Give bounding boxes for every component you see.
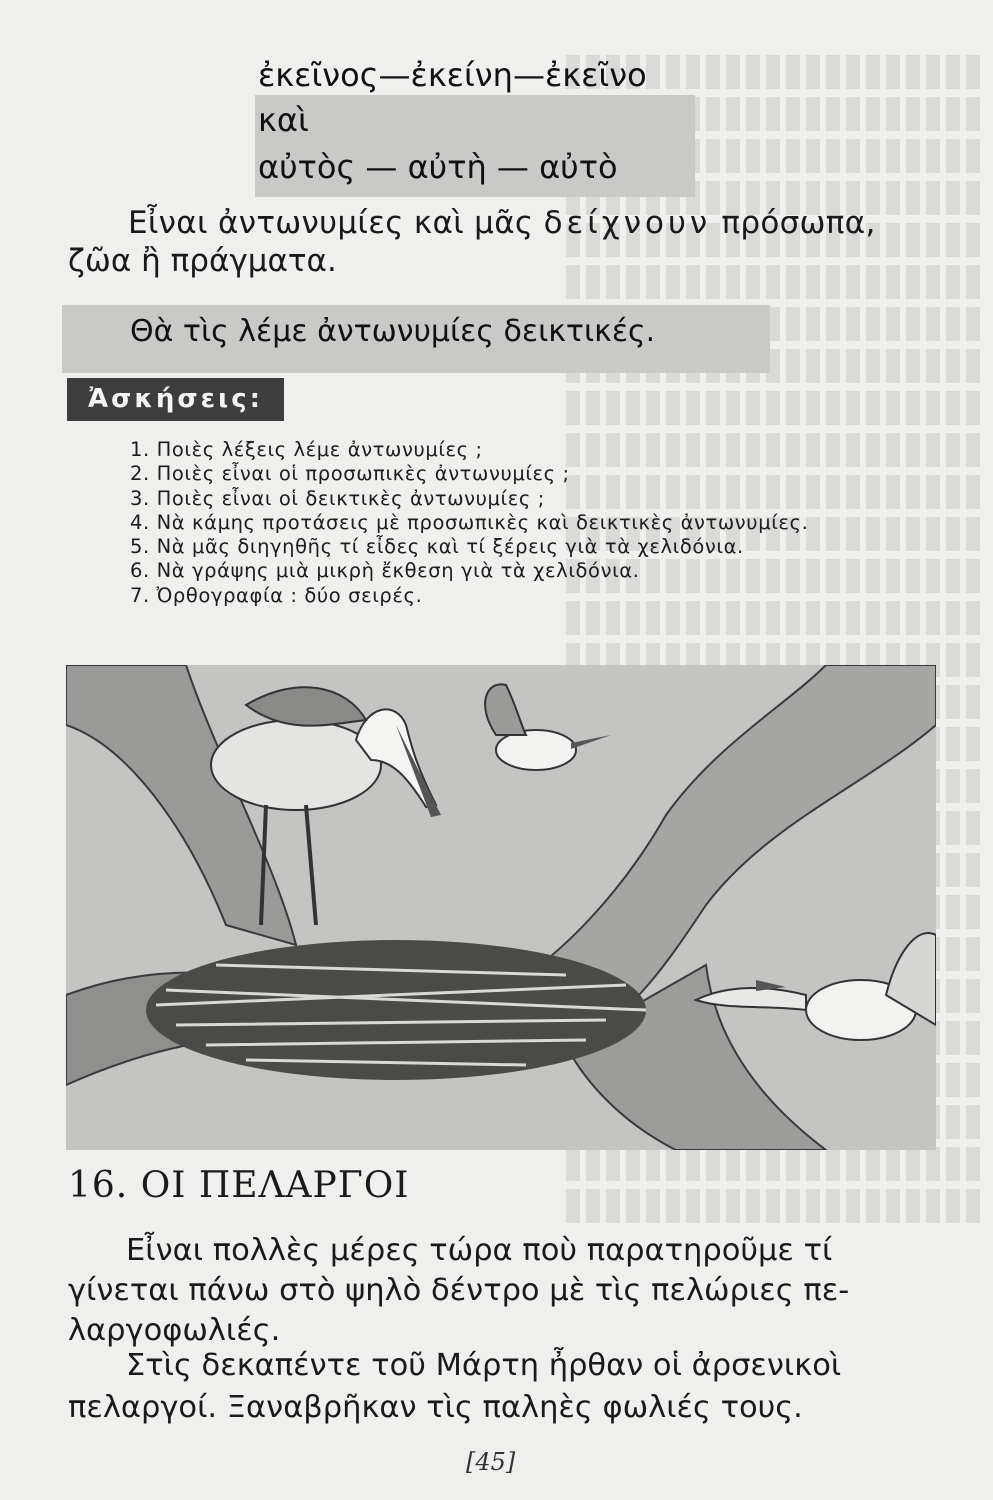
exercises-title: Ἀσκήσεις: — [67, 378, 284, 421]
pronoun-line-autos: αὐτὸς — αὐτὴ — αὐτὸ — [258, 148, 618, 186]
storks-nest-illustration — [66, 665, 936, 1150]
body-line: Στὶς δεκαπέντε τοῦ Μάρτη ἦρθαν οἱ ἀρσενικοὶ — [126, 1348, 842, 1383]
explanation-end: πρόσωπα, — [711, 205, 876, 241]
explanation-line-1 — [128, 205, 876, 241]
body-line: πελαργοί. Ξαναβρῆκαν τὶς παληὲς φωλιές τους. — [68, 1390, 803, 1425]
exercise-item: 6. Νὰ γράψης μιὰ μικρὴ ἔκθεση γιὰ τὰ χελιδόνια. — [130, 559, 640, 583]
exercise-item: 1. Ποιὲς λέξεις λέμε ἀντωνυμίες ; — [130, 438, 483, 461]
explanation-start: Εἶναι ἀντωνυμίες καὶ μᾶς — [128, 205, 544, 241]
pronoun-line-kai: καὶ — [258, 101, 309, 139]
standing-stork-body — [211, 720, 381, 810]
demonstrative-rule: Θὰ τὶς λέμε ἀντωνυμίες δεικτικές. — [130, 314, 656, 349]
body-line: γίνεται πάνω στὸ ψηλὸ δέντρο μὲ τὶς πελώριες πε- — [68, 1273, 850, 1308]
pronoun-line-ekeinos: ἐκεῖνος—ἐκείνη—ἐκεῖνο — [258, 56, 647, 94]
explanation-line-2: ζῶα ἢ πράγματα. — [68, 243, 337, 279]
body-line: λαργοφωλιές. — [68, 1313, 281, 1348]
page-number: [45] — [466, 1448, 516, 1476]
exercise-list — [130, 438, 808, 608]
exercise-item: 2. Ποιὲς εἶναι οἱ προσωπικὲς ἀντωνυμίες ; — [130, 462, 570, 486]
exercise-item: 3. Ποιὲς εἶναι οἱ δεικτικὲς ἀντωνυμίες ; — [130, 486, 545, 510]
body-line: Εἶναι πολλὲς μέρες τώρα ποὺ παρατηροῦμε τί — [126, 1233, 833, 1268]
chapter-title: 16. ΟΙ ΠΕΛΑΡΓΟΙ — [68, 1165, 410, 1206]
explanation-emphasis: δείχνουν — [543, 205, 712, 241]
exercise-item: 5. Νὰ μᾶς διηγηθῆς τί εἶδες καὶ τί ξέρεις γιὰ τὰ χελιδόνια. — [130, 535, 744, 559]
exercise-item: 4. Νὰ κάμης προτάσεις μὲ προσωπικὲς καὶ δεικτικὲς ἀντωνυμίες. — [130, 510, 809, 534]
exercise-item: 7. Ὀρθογραφία : δύο σειρές. — [130, 583, 423, 607]
nest — [146, 940, 646, 1080]
